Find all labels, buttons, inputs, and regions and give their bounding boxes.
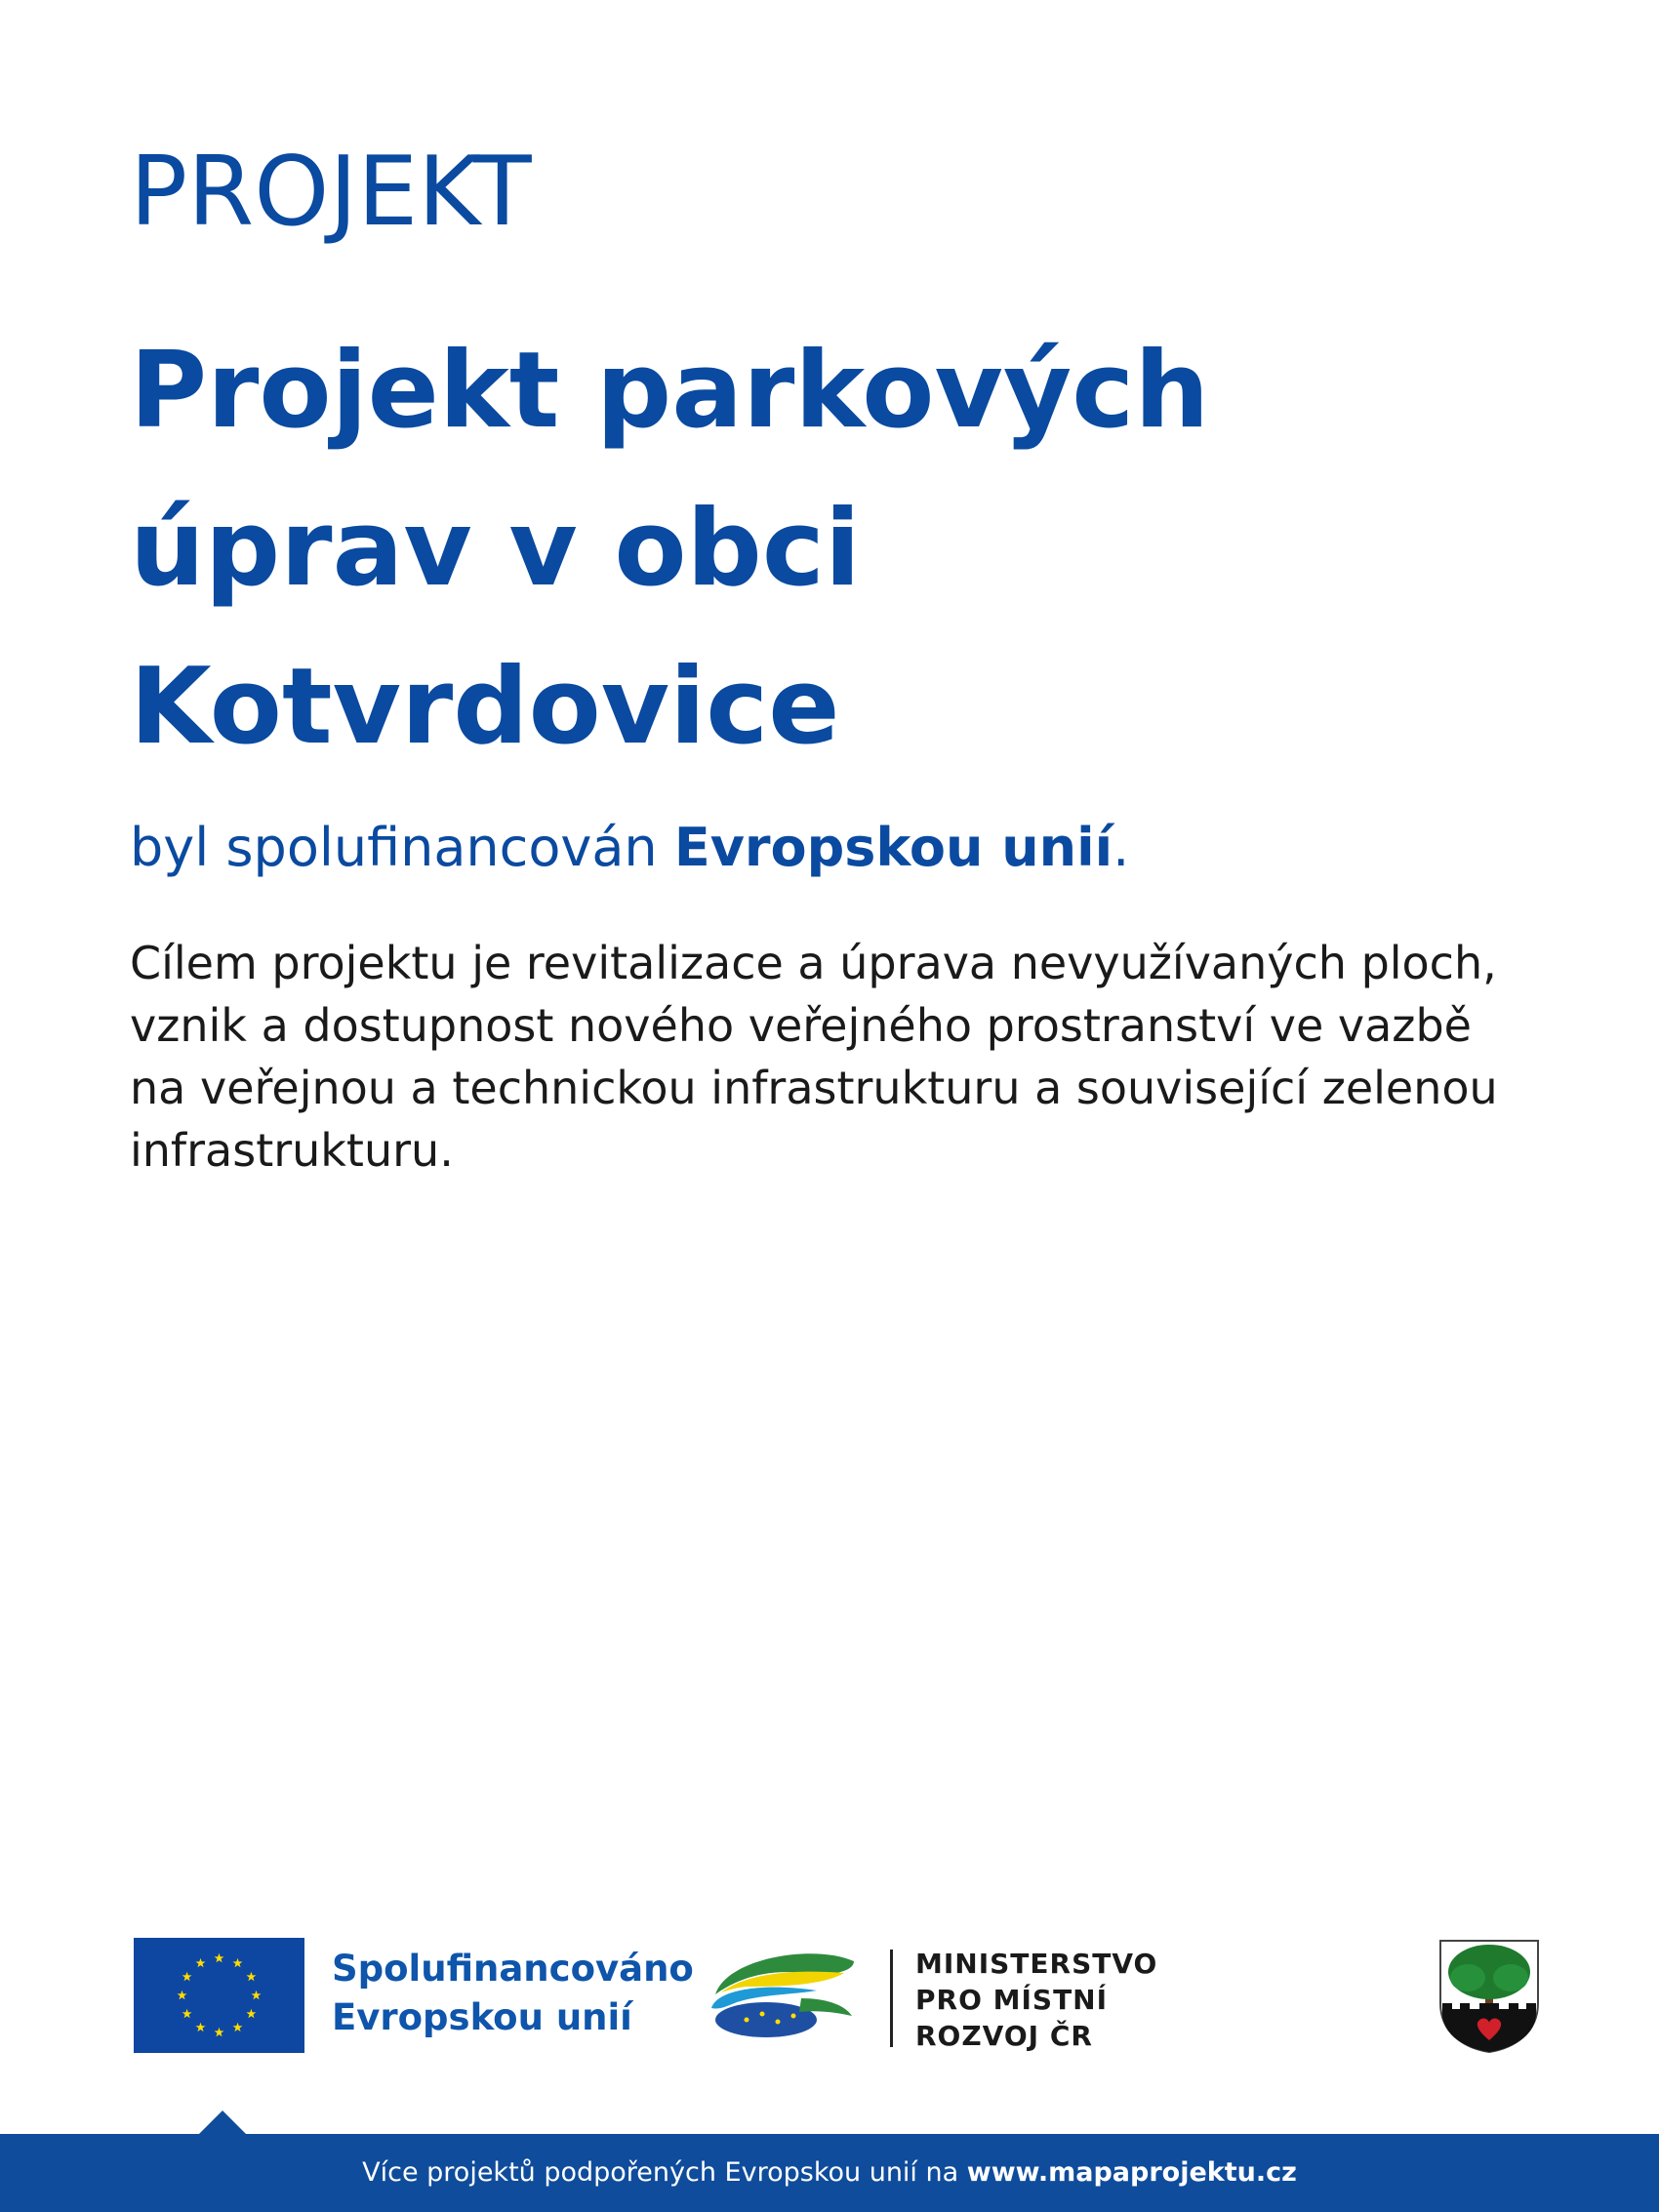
project-title [130,312,1496,786]
mmr-logo-icon [708,1944,864,2041]
footer-link[interactable]: www.mapaprojektu.cz [966,2157,1297,2188]
eu-star-icon [182,1972,192,1981]
eu-star-icon [196,2023,206,2031]
cofinancing-statement [130,816,1129,880]
eu-star-icon [215,1953,224,1962]
eu-star-icon [252,1991,262,1999]
eu-text-line: Evropskou unií [332,1996,632,2038]
logo-divider [890,1950,893,2047]
eu-star-icon [178,1991,187,1999]
cofinancing-eu: Evropskou unií [673,817,1113,878]
coat-of-arms-icon [1438,1939,1540,2054]
ministry-line: PRO MÍSTNÍ [915,1984,1109,2016]
footer-notch [198,2111,247,2135]
footer-text [0,2134,1659,2212]
eu-stars-icon [134,1938,304,2053]
eu-star-icon [215,2028,224,2036]
eu-star-icon [246,2009,256,2018]
title-line: Projekt parkových [130,330,1210,452]
eu-star-icon [233,1958,243,1967]
eu-star-icon [233,2023,243,2031]
footer-prefix: Více projektů podpořených Evropskou unií na [362,2157,967,2188]
eyebrow-label: PROJEKT [130,137,532,248]
eu-cofinanced-label [332,1945,694,2042]
eu-star-icon [182,2009,192,2018]
ministry-line: ROZVOJ ČR [915,2020,1093,2052]
eu-star-icon [246,1972,256,1981]
project-description: Cílem projektu je revitalizace a úprava nevyužívaných ploch, vznik a dostupnost nového veřejného prostranství ve vazbě na veřejnou a technickou infrastrukturu a související zelenou infrastrukturu. [130,937,1498,1177]
title-line: Kotvrdovice [130,646,840,768]
cofinancing-prefix: byl spolufinancován [130,817,674,878]
ministry-line: MINISTERSTVO [915,1948,1158,1980]
eu-flag-icon [134,1938,304,2053]
ministry-label [915,1946,1157,2054]
eu-text-line: Spolufinancováno [332,1948,694,1990]
cofinancing-suffix: . [1113,817,1130,878]
eu-star-icon [196,1958,206,1967]
title-line: úprav v obci [130,488,861,610]
